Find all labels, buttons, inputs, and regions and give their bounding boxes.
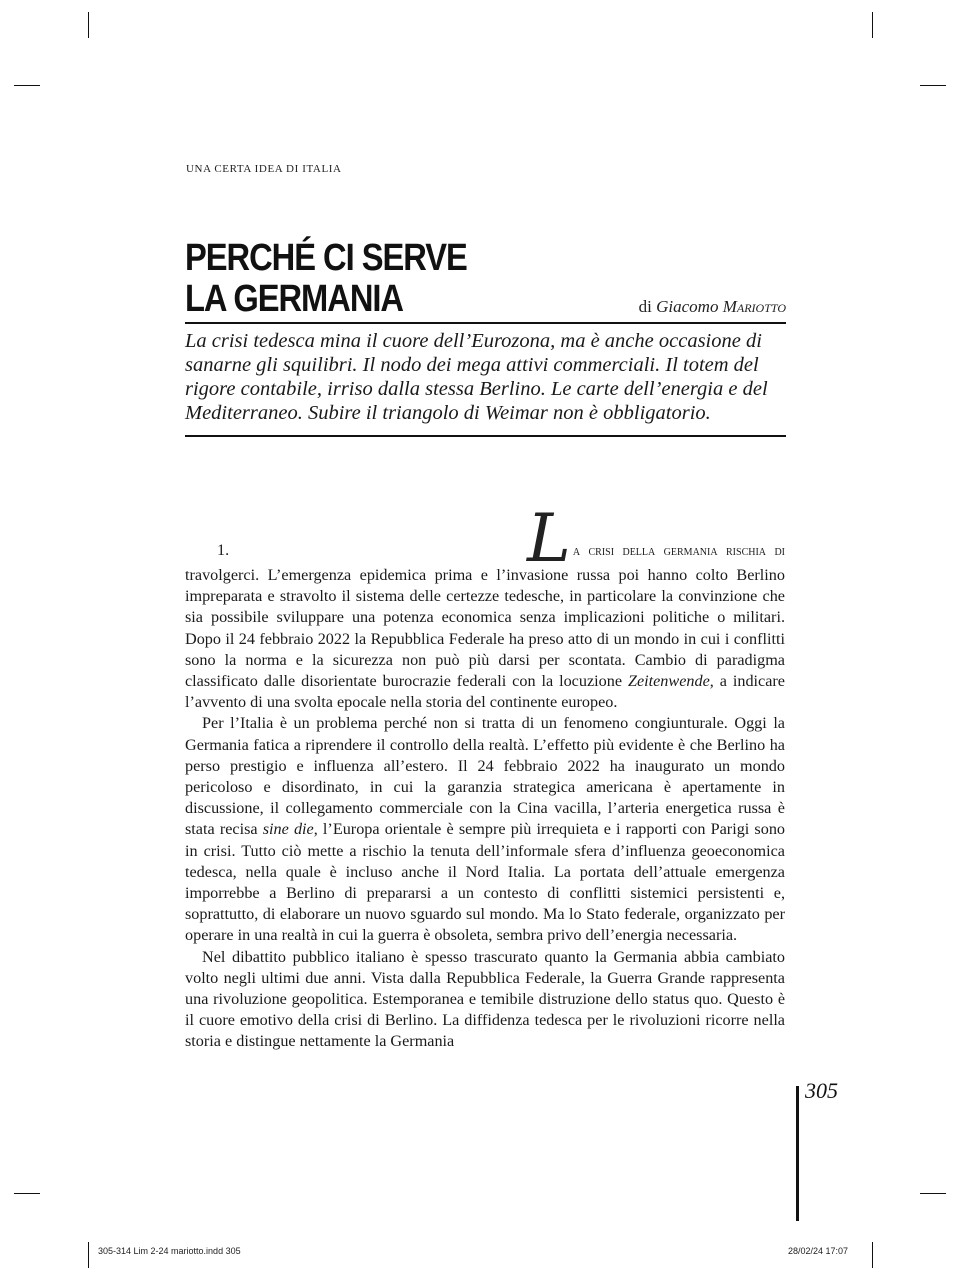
paragraph-2-text-a: Per l’Italia è un problema perché non si tratta di un fenomeno congiunturale. Oggi la Germania fatica a riprendere il controllo della realtà. L’effetto più evidente è che Berlino ha perso prestigio e influenza all’estero. Il 24 febbraio 2022 ha inaugurato un mondo pericoloso e disordinato, in cui la garanzia strategica americana è apertamente in discussione, il collegamento commerciale con la Cina vacilla, l’arteria energetica russa è stata recisa <box>185 714 785 839</box>
title-rule <box>185 322 786 324</box>
paragraph-2-emphasis: sine die <box>262 820 314 839</box>
crop-mark-bottom-right <box>872 1242 873 1268</box>
crop-mark-right-top <box>920 85 946 86</box>
paragraph-1-text-b: , a indicare l’avvento di una svolta epocale nella storia del continente europeo. <box>185 672 785 712</box>
byline-prefix: di <box>638 297 652 316</box>
paragraph-3: Nel dibattito pubblico italiano è spesso trascurato quanto la Germania abbia cambiato volto negli ultimi due anni. Vista dalla Repubblica Federale, la Guerra Grande rappresenta una rivoluzione geopolitica. Estemporanea e temibile distruzione dello status quo. Questo è il cuore emotivo della crisi di Berlino. La diffidenza tedesca per le rivoluzioni ricorre nella storia e distingue nettamente la Germania <box>185 947 785 1051</box>
first-line-smallcaps: a crisi della germania rischia di <box>572 544 785 559</box>
page-number-bar <box>796 1086 799 1221</box>
crop-mark-left-bottom <box>14 1193 40 1194</box>
crop-mark-right-bottom <box>920 1193 946 1194</box>
title-line-2: LA GERMANIA <box>185 278 404 320</box>
running-head: UNA CERTA IDEA DI ITALIA <box>186 163 342 175</box>
article-title <box>185 238 467 320</box>
author-surname: Mariotto <box>722 297 786 316</box>
crop-mark-top-right <box>872 12 873 38</box>
section-number: 1. <box>217 541 230 559</box>
lede-abstract: La crisi tedesca mina il cuore dell’Eurozona, ma è anche occasione di sanarne gli squilibri. Il nodo dei mega attivi commerciali. Il totem del rigore contabile, irriso dalla stessa Berlino. Le carte dell’energia e del Mediterraneo. Subire il triangolo di Weimar non è obbligatorio. <box>185 330 768 424</box>
print-slug-date: 28/02/24 17:07 <box>788 1246 849 1256</box>
page-number: 305 <box>805 1078 838 1103</box>
title-line-1: PERCHÉ CI SERVE <box>185 237 467 279</box>
print-slug-file: 305-314 Lim 2-24 mariotto.indd 305 <box>98 1246 241 1256</box>
paragraph-2 <box>185 713 785 946</box>
paragraph-1 <box>185 500 785 713</box>
lede-rule <box>185 435 786 437</box>
drop-cap: L <box>527 500 571 577</box>
paragraph-2-text-b: , l’Europa orientale è sempre più irrequieta e i rapporti con Parigi sono in crisi. Tutto ciò mette a rischio la tenuta dell’informale sfera d’influenza geoeconomica tedesca, nella quale è incluso anche il Nord Italia. La portata dell’attuale emergenza imporrebbe a Berlino di prepararsi a un contesto di conflitti sistemici persistenti e, soprattutto, di elaborare un nuovo sguardo sul mondo. Ma lo Stato federale, organizzato per operare in una realtà in cui la guerra è obsoleta, sembra privo dell’energia necessaria. <box>185 820 786 945</box>
paragraph-1-text-a: travolgerci. L’emergenza epidemica prima e l’invasione russa poi hanno colto Berlino impreparata e stravolto il sistema delle certezze tedesche, in particolare la convinzione che sia possibile sviluppare una potenza economica senza implicazioni politiche o militari. Dopo il 24 febbraio 2022 la Repubblica Federale ha preso atto di un mondo in cui i conflitti sono la norma e la sicurezza non può più darsi per scontata. Cambio di paradigma classificato dalle disorientate burocrazie federali con la locuzione <box>185 566 785 691</box>
author-first-name: Giacomo <box>656 297 719 316</box>
byline <box>639 297 786 317</box>
article-body <box>185 500 786 1053</box>
crop-mark-bottom-left <box>88 1242 89 1268</box>
crop-mark-left-top <box>14 85 40 86</box>
paragraph-1-emphasis: Zeitenwende <box>627 672 710 691</box>
crop-mark-top-left <box>88 12 89 38</box>
